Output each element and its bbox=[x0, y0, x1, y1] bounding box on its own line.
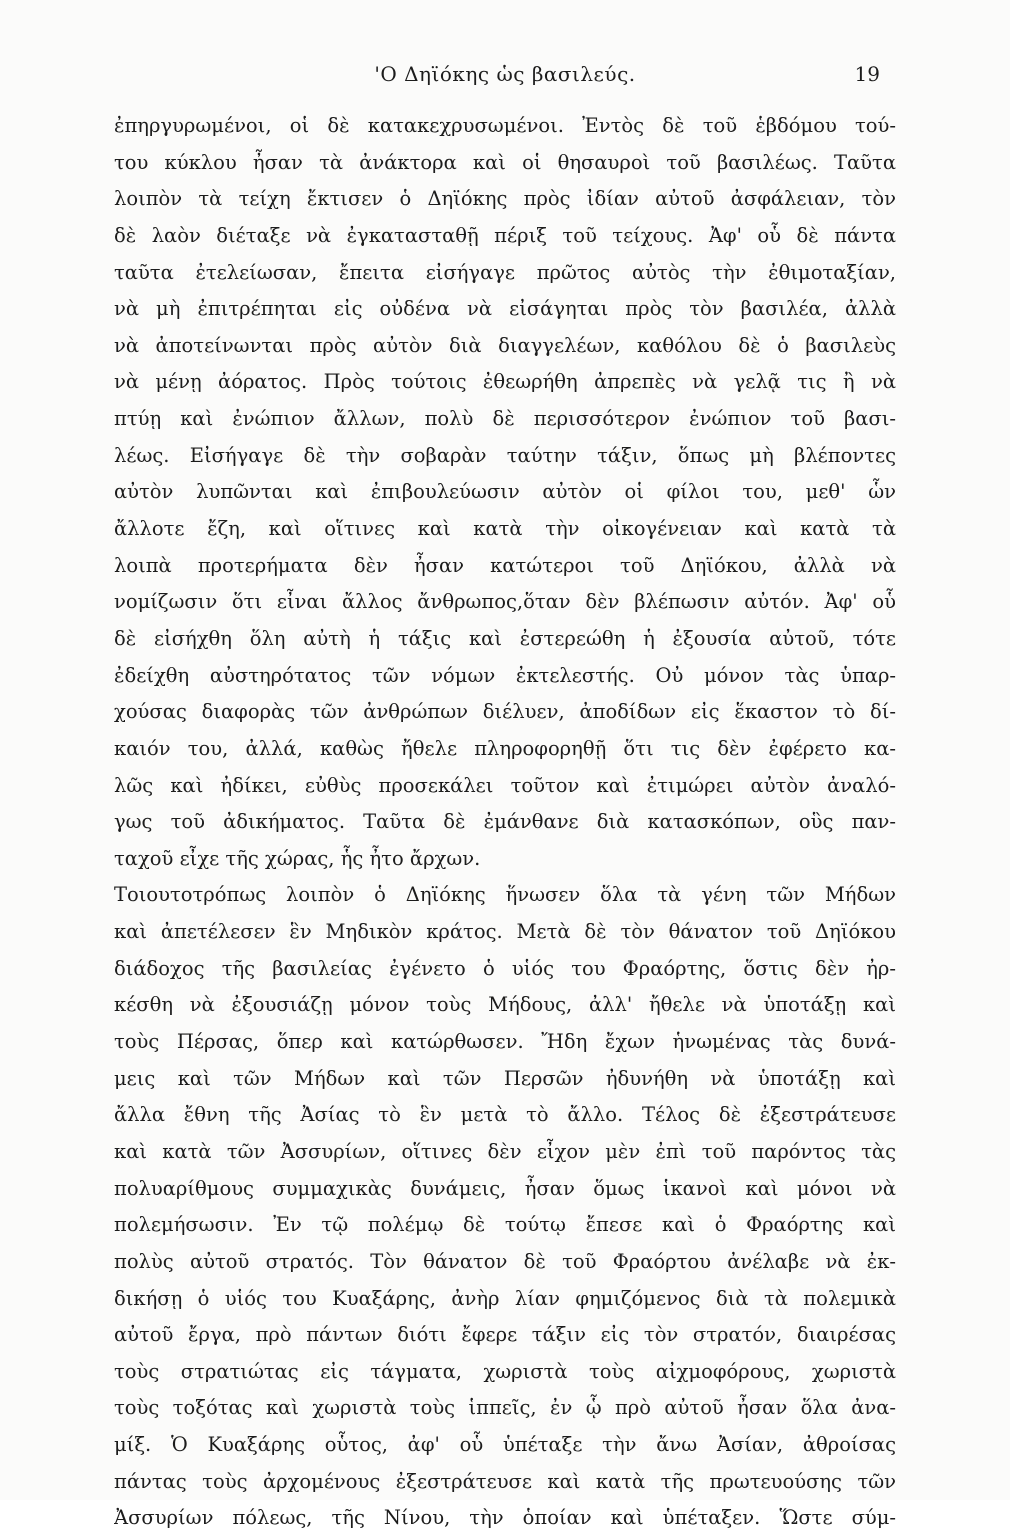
text-line: νὰ μὴ ἐπιτρέπηται εἰς οὐδένα νὰ εἰσάγηται πρὸς τὸν βασιλέα, ἀλλὰ bbox=[114, 297, 896, 321]
body-text bbox=[114, 108, 896, 1537]
text-line: πολεμήσωσιν. Ἐν τῷ πολέμῳ δὲ τούτῳ ἔπεσε καὶ ὁ Φραόρτης καὶ bbox=[114, 1213, 896, 1237]
text-line: δὲ εἰσήχθη ὅλη αὐτὴ ἡ τάξις καὶ ἐστερεώθη ἡ ἐξουσία αὐτοῦ, τότε bbox=[114, 626, 896, 650]
text-line: λῶς καὶ ἠδίκει, εὐθὺς προσεκάλει τοῦτον καὶ ἐτιμώρει αὐτὸν ἀναλό- bbox=[114, 773, 896, 797]
text-line: πολυαρίθμους συμμαχικὰς δυνάμεις, ἦσαν ὅμως ἱκανοὶ καὶ μόνοι νὰ bbox=[114, 1176, 896, 1200]
running-head bbox=[0, 62, 1010, 92]
text-line: λοιπὰ προτερήματα δὲν ἦσαν κατώτεροι τοῦ Δηϊόκου, ἀλλὰ νὰ bbox=[114, 553, 896, 577]
text-line: ταῦτα ἐτελείωσαν, ἔπειτα εἰσήγαγε πρῶτος αὐτὸς τὴν ἐθιμοταξίαν, bbox=[114, 260, 896, 284]
text-line: λοιπὸν τὰ τείχη ἔκτισεν ὁ Δηϊόκης πρὸς ἰδίαν αὐτοῦ ἀσφάλειαν, τὸν bbox=[114, 187, 896, 211]
paragraph-start-line: Τοιουτοτρόπως λοιπὸν ὁ Δηϊόκης ἥνωσεν ὅλα τὰ γένη τῶν Μήδων bbox=[114, 883, 896, 907]
text-line: δὲ λαὸν διέταξε νὰ ἐγκατασταθῇ πέριξ τοῦ τείχους. Ἀφ' οὗ δὲ πάντα bbox=[114, 223, 896, 247]
text-line: Ἀσσυρίων πόλεως, τῆς Νίνου, τὴν ὁποίαν καὶ ὑπέταξεν. Ὥστε σύμ- bbox=[114, 1506, 896, 1530]
text-line: πτύῃ καὶ ἐνώπιον ἄλλων, πολὺ δὲ περισσότερον ἐνώπιον τοῦ βασι- bbox=[114, 407, 896, 431]
text-line: αὐτοῦ ἔργα, πρὸ πάντων διότι ἔφερε τάξιν εἰς τὸν στρατόν, διαιρέσας bbox=[114, 1323, 896, 1347]
text-line: καὶ ἀπετέλεσεν ἓν Μηδικὸν κράτος. Μετὰ δὲ τὸν θάνατον τοῦ Δηϊόκου bbox=[114, 920, 896, 944]
text-line: νὰ ἀποτείνωνται πρὸς αὐτὸν διὰ διαγγελέων, καθόλου δὲ ὁ βασιλεὺς bbox=[114, 333, 896, 357]
text-line: πάντας τοὺς ἀρχομένους ἐξεστράτευσε καὶ κατὰ τῆς πρωτευούσης τῶν bbox=[114, 1469, 896, 1493]
text-line: κέσθη νὰ ἐξουσιάζῃ μόνον τοὺς Μήδους, ἀλλ' ἤθελε νὰ ὑποτάξῃ καὶ bbox=[114, 993, 896, 1017]
text-line: χούσας διαφορὰς τῶν ἀνθρώπων διέλυεν, ἀποδίδων εἰς ἕκαστον τὸ δί- bbox=[114, 700, 896, 724]
text-line: τοὺς Πέρσας, ὅπερ καὶ κατώρθωσεν. Ἤδη ἔχων ἡνωμένας τὰς δυνά- bbox=[114, 1030, 896, 1054]
text-line: αὐτὸν λυπῶνται καὶ ἐπιβουλεύωσιν αὐτὸν οἱ φίλοι του, μεθ' ὧν bbox=[114, 480, 896, 504]
text-line: λέως. Εἰσήγαγε δὲ τὴν σοβαρὰν ταύτην τάξιν, ὅπως μὴ βλέποντες bbox=[114, 443, 896, 467]
text-line: νὰ μένῃ ἀόρατος. Πρὸς τούτοις ἐθεωρήθη ἀπρεπὲς νὰ γελᾷ τις ἢ νὰ bbox=[114, 370, 896, 394]
text-line: δικήσῃ ὁ υἱός του Κυαξάρης, ἀνὴρ λίαν φημιζόμενος διὰ τὰ πολεμικὰ bbox=[114, 1286, 896, 1310]
text-line: καὶ κατὰ τῶν Ἀσσυρίων, οἵτινες δὲν εἶχον μὲν ἐπὶ τοῦ παρόντος τὰς bbox=[114, 1139, 896, 1163]
text-line: τοὺς τοξότας καὶ χωριστὰ τοὺς ἱππεῖς, ἐν ᾧ πρὸ αὐτοῦ ἦσαν ὅλα ἀνα- bbox=[114, 1396, 896, 1420]
text-line: ἄλλοτε ἔζη, καὶ οἵτινες καὶ κατὰ τὴν οἰκογένειαν καὶ κατὰ τὰ bbox=[114, 517, 896, 541]
text-line: πολὺς αὐτοῦ στρατός. Τὸν θάνατον δὲ τοῦ Φραόρτου ἀνέλαβε νὰ ἐκ- bbox=[114, 1249, 896, 1273]
text-line: του κύκλου ἦσαν τὰ ἀνάκτορα καὶ οἱ θησαυροὶ τοῦ βασιλέως. Ταῦτα bbox=[114, 150, 896, 174]
text-line: καιόν του, ἀλλά, καθὼς ἤθελε πληροφορηθῇ ὅτι τις δὲν ἐφέρετο κα- bbox=[114, 736, 896, 760]
text-line: τοὺς στρατιώτας εἰς τάγματα, χωριστὰ τοὺς αἰχμοφόρους, χωριστὰ bbox=[114, 1359, 896, 1383]
text-line: μεις καὶ τῶν Μήδων καὶ τῶν Περσῶν ἠδυνήθη νὰ ὑποτάξῃ καὶ bbox=[114, 1066, 896, 1090]
running-title: 'Ο Δηϊόκης ὡς βασιλεύς. bbox=[374, 62, 636, 86]
text-line: ἐδείχθη αὐστηρότατος τῶν νόμων ἐκτελεστής. Οὐ μόνον τὰς ὑπαρ- bbox=[114, 663, 896, 687]
text-line: διάδοχος τῆς βασιλείας ἐγένετο ὁ υἱός του Φραόρτης, ὅστις δὲν ἠρ- bbox=[114, 956, 896, 980]
paragraph-end-line: ταχοῦ εἶχε τῆς χώρας, ἧς ἦτο ἄρχων. bbox=[114, 846, 481, 870]
page-number: 19 bbox=[854, 62, 880, 86]
text-line: ἐπηργυρωμένοι, οἱ δὲ κατακεχρυσωμένοι. Ἐντὸς δὲ τοῦ ἑβδόμου τού- bbox=[114, 114, 896, 137]
text-line: ἄλλα ἔθνη τῆς Ἀσίας τὸ ἓν μετὰ τὸ ἄλλο. Τέλος δὲ ἐξεστράτευσε bbox=[114, 1103, 896, 1127]
text-line: νομίζωσιν ὅτι εἶναι ἄλλος ἄνθρωπος,ὅταν δὲν βλέπωσιν αὐτόν. Ἀφ' οὗ bbox=[114, 590, 896, 614]
text-line: μίξ. Ὁ Κυαξάρης οὗτος, ἀφ' οὗ ὑπέταξε τὴν ἄνω Ἀσίαν, ἀθροίσας bbox=[114, 1433, 896, 1457]
text-line: γως τοῦ ἀδικήματος. Ταῦτα δὲ ἐμάνθανε διὰ κατασκόπων, οὓς παν- bbox=[114, 810, 896, 834]
